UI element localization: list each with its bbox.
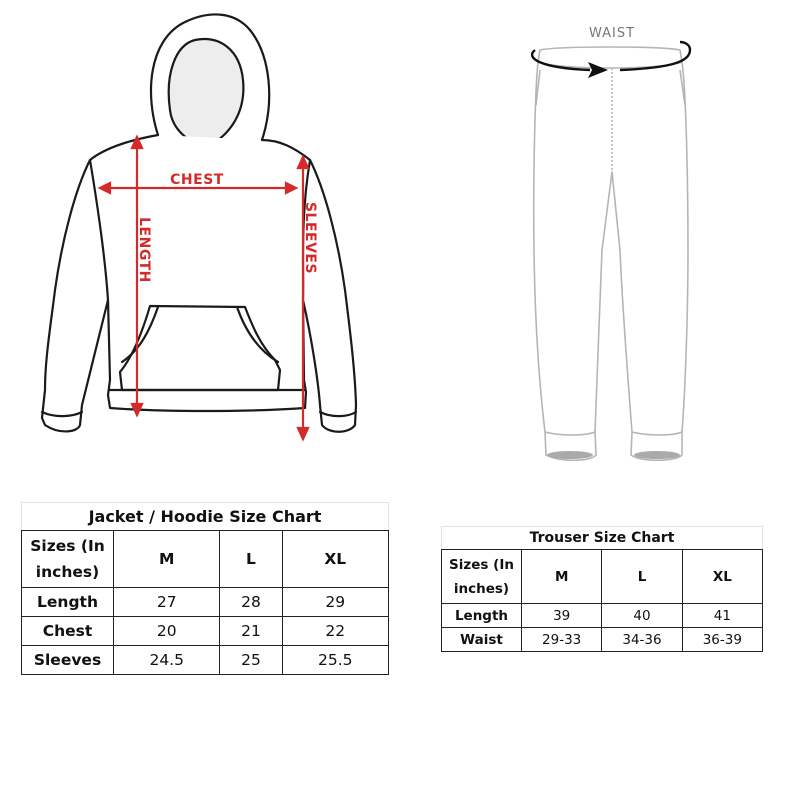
trousers-illustration: [500, 0, 760, 470]
row-label: Length: [22, 588, 114, 617]
cell: 20: [114, 617, 220, 646]
cell: 36-39: [682, 628, 762, 652]
table-row: [22, 588, 389, 617]
trouser-table-header-row: [442, 550, 763, 604]
trouser-table-title: Trouser Size Chart: [442, 527, 763, 550]
cell: 25: [220, 646, 282, 675]
cell: 29-33: [522, 628, 602, 652]
jacket-size-table: [21, 502, 389, 675]
cell: 34-36: [602, 628, 682, 652]
trouser-table-header-l: L: [602, 550, 682, 604]
jacket-table-header-xl: XL: [282, 531, 388, 588]
row-label: Sleeves: [22, 646, 114, 675]
jacket-table-header-sizes: Sizes (In inches): [22, 531, 114, 588]
length-label: LENGTH: [136, 217, 152, 283]
table-row: [442, 604, 763, 628]
table-row: [22, 617, 389, 646]
trouser-table-header-xl: XL: [682, 550, 762, 604]
cell: 22: [282, 617, 388, 646]
row-label: Waist: [442, 628, 522, 652]
trouser-table-header-m: M: [522, 550, 602, 604]
hoodie-illustration: [0, 0, 420, 460]
chest-label: CHEST: [170, 172, 224, 188]
row-label: Chest: [22, 617, 114, 646]
cell: 21: [220, 617, 282, 646]
cell: 28: [220, 588, 282, 617]
cell: 27: [114, 588, 220, 617]
trouser-legs: [534, 62, 688, 460]
cell: 40: [602, 604, 682, 628]
jacket-table-header-m: M: [114, 531, 220, 588]
waist-label: WAIST: [588, 26, 636, 41]
sleeves-label: SLEEVES: [302, 201, 318, 275]
jacket-table-title: Jacket / Hoodie Size Chart: [22, 503, 389, 531]
cell: 39: [522, 604, 602, 628]
cell: 25.5: [282, 646, 388, 675]
table-row: [442, 628, 763, 652]
table-row: [22, 646, 389, 675]
row-label: Length: [442, 604, 522, 628]
trouser-size-table: [441, 526, 763, 652]
cell: 24.5: [114, 646, 220, 675]
cell: 41: [682, 604, 762, 628]
cell: 29: [282, 588, 388, 617]
trouser-table-header-sizes: Sizes (In inches): [442, 550, 522, 604]
jacket-table-header-row: [22, 531, 389, 588]
jacket-table-header-l: L: [220, 531, 282, 588]
waistband: [538, 47, 682, 68]
